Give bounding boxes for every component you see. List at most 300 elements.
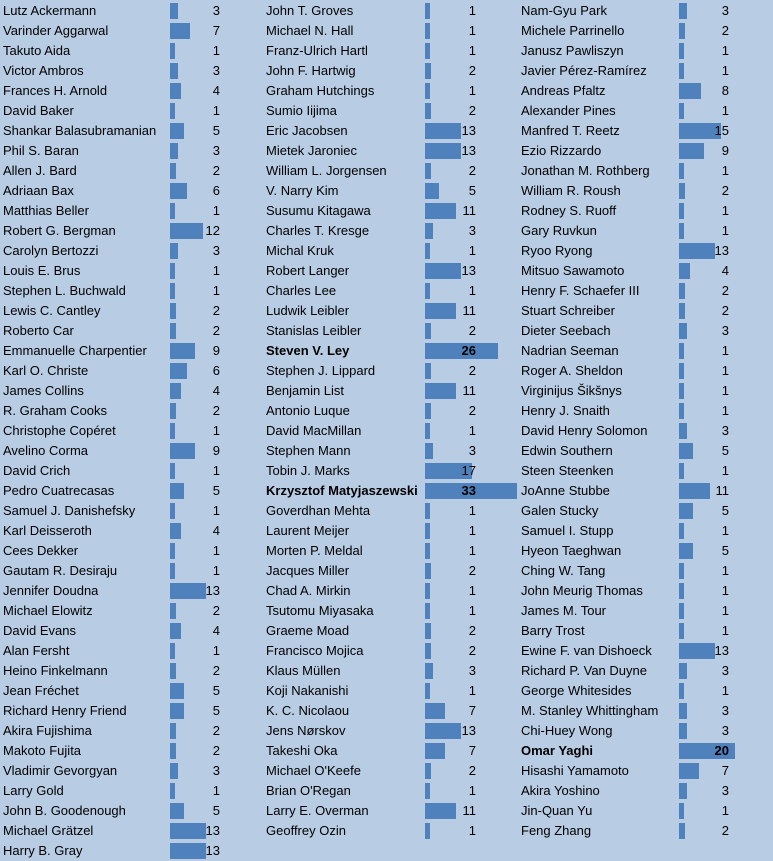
chart-row (518, 461, 773, 481)
data-label: 1 (721, 383, 729, 398)
category-label: Christophe Copéret (3, 423, 116, 438)
chart-row (0, 621, 280, 641)
chart-row (263, 321, 536, 341)
data-label: 1 (468, 583, 476, 598)
chart-row (0, 701, 280, 721)
chart-row (263, 401, 536, 421)
bar (679, 583, 684, 599)
bar (679, 223, 684, 239)
category-label: Roberto Car (3, 323, 74, 338)
category-label: Rodney S. Ruoff (521, 203, 617, 218)
data-label: 4 (721, 263, 729, 278)
category-label: Michael O'Keefe (266, 763, 361, 778)
bar (679, 463, 684, 479)
data-label: 5 (721, 503, 729, 518)
bar (170, 743, 176, 759)
category-label: Jacques Miller (266, 563, 350, 578)
data-label: 4 (212, 623, 220, 638)
category-label: Ryoo Ryong (521, 243, 593, 258)
bar (679, 523, 684, 539)
data-label: 1 (468, 783, 476, 798)
category-label: Larry Gold (3, 783, 64, 798)
category-label: Benjamin List (266, 383, 345, 398)
bar (425, 63, 431, 79)
chart-row (0, 741, 280, 761)
chart-row (0, 101, 280, 121)
category-label: Pedro Cuatrecasas (3, 483, 115, 498)
chart-row (518, 801, 773, 821)
data-label: 11 (715, 483, 729, 498)
data-label: 9 (212, 343, 220, 358)
data-label: 3 (721, 3, 729, 18)
chart-row (0, 801, 280, 821)
bar (170, 123, 184, 139)
bar (170, 563, 175, 579)
category-label: Lewis C. Cantley (3, 303, 101, 318)
category-label: Richard Henry Friend (3, 703, 127, 718)
chart-row (263, 221, 536, 241)
category-label: Virginijus Šikšnys (521, 383, 622, 398)
data-label: 1 (212, 423, 220, 438)
chart-row (0, 781, 280, 801)
chart-row (263, 141, 536, 161)
bar (679, 503, 693, 519)
category-label: Takeshi Oka (266, 743, 338, 758)
category-label: Jonathan M. Rothberg (521, 163, 650, 178)
bar (679, 723, 687, 739)
chart-row (263, 381, 536, 401)
chart-row (0, 601, 280, 621)
data-label: 1 (721, 603, 729, 618)
data-label: 13 (205, 823, 220, 838)
bar (170, 243, 178, 259)
data-label: 6 (212, 183, 220, 198)
category-label: R. Graham Cooks (3, 403, 108, 418)
data-label: 1 (212, 103, 220, 118)
data-label: 3 (468, 663, 476, 678)
category-label: James Collins (3, 383, 84, 398)
bar (425, 503, 430, 519)
category-label: David Evans (3, 623, 76, 638)
bar (170, 3, 178, 19)
data-label: 2 (212, 743, 220, 758)
bar (170, 803, 184, 819)
data-label: 13 (205, 843, 220, 858)
category-label: Henry F. Schaefer III (521, 283, 640, 298)
bar (679, 443, 693, 459)
chart-row (0, 761, 280, 781)
chart-row (0, 61, 280, 81)
bar (679, 43, 684, 59)
data-label: 1 (212, 563, 220, 578)
category-label: Krzysztof Matyjaszewski (266, 483, 418, 498)
chart-row (518, 481, 773, 501)
category-label: David Crich (3, 463, 71, 478)
category-label: Harry B. Gray (3, 843, 83, 858)
category-label: Charles Lee (266, 283, 337, 298)
category-label: Nam-Gyu Park (521, 3, 607, 18)
data-label: 1 (721, 583, 729, 598)
bar (170, 523, 181, 539)
data-label: 7 (721, 763, 729, 778)
data-label: 7 (468, 743, 476, 758)
chart-row (518, 401, 773, 421)
chart-row (263, 781, 536, 801)
chart-row (518, 641, 773, 661)
category-label: David Henry Solomon (521, 423, 648, 438)
data-label: 2 (721, 303, 729, 318)
category-label: Adriaan Bax (3, 183, 74, 198)
chart-row (263, 481, 536, 501)
chart-row (518, 561, 773, 581)
chart-row (0, 141, 280, 161)
bar (679, 3, 687, 19)
bar (170, 23, 190, 39)
category-label: Susumu Kitagawa (266, 203, 371, 218)
chart-row (0, 561, 280, 581)
chart-row (0, 681, 280, 701)
bar (170, 183, 187, 199)
data-label: 13 (714, 243, 729, 258)
bar (425, 623, 431, 639)
bar (170, 463, 175, 479)
category-label: Karl O. Christe (3, 363, 89, 378)
bar (679, 783, 687, 799)
category-label: Larry E. Overman (266, 803, 369, 818)
chart-row (518, 501, 773, 521)
chart-row (518, 661, 773, 681)
data-label: 1 (721, 523, 729, 538)
chart-row (0, 641, 280, 661)
chart-row (518, 581, 773, 601)
data-label: 2 (468, 63, 476, 78)
bar (425, 103, 431, 119)
data-label: 4 (212, 523, 220, 538)
bar (170, 323, 176, 339)
chart-row (0, 721, 280, 741)
category-label: Takuto Aida (3, 43, 71, 58)
data-label: 11 (462, 803, 476, 818)
category-label: Lutz Ackermann (3, 3, 97, 18)
bar (679, 543, 693, 559)
chart-row (0, 161, 280, 181)
data-label: 3 (212, 143, 220, 158)
chart-row (263, 501, 536, 521)
chart-row (263, 1, 536, 21)
chart-row (263, 701, 536, 721)
data-label: 3 (212, 763, 220, 778)
category-label: Varinder Aggarwal (3, 23, 109, 38)
category-label: Galen Stucky (521, 503, 599, 518)
chart-row (0, 401, 280, 421)
bar (425, 643, 431, 659)
bar (170, 103, 175, 119)
chart-row (263, 21, 536, 41)
chart-row (263, 541, 536, 561)
chart-row (518, 81, 773, 101)
category-label: Chi-Huey Wong (521, 723, 613, 738)
category-label: Ewine F. van Dishoeck (521, 643, 652, 658)
bar (425, 563, 431, 579)
category-label: Alexander Pines (521, 103, 616, 118)
category-label: Stephen Mann (266, 443, 351, 458)
data-label: 1 (212, 643, 220, 658)
data-label: 26 (461, 343, 476, 358)
chart-row (0, 21, 280, 41)
data-label: 1 (468, 523, 476, 538)
category-label: Robert G. Bergman (3, 223, 116, 238)
category-label: Michael N. Hall (266, 23, 354, 38)
category-label: Roger A. Sheldon (521, 363, 623, 378)
bar (425, 423, 430, 439)
bar (170, 643, 175, 659)
category-label: Samuel J. Danishefsky (3, 503, 136, 518)
data-label: 1 (468, 3, 476, 18)
chart-row (0, 201, 280, 221)
bar (425, 3, 430, 19)
data-label: 13 (461, 723, 476, 738)
chart-row (263, 101, 536, 121)
chart-row (518, 161, 773, 181)
data-label: 1 (721, 563, 729, 578)
category-label: Franz-Ulrich Hartl (266, 43, 368, 58)
chart-row (0, 361, 280, 381)
data-label: 1 (721, 103, 729, 118)
bar (679, 823, 685, 839)
category-label: Jean Fréchet (3, 683, 79, 698)
bar (679, 603, 684, 619)
category-label: David Baker (3, 103, 74, 118)
category-label: Ching W. Tang (521, 563, 606, 578)
category-label: Robert Langer (266, 263, 350, 278)
chart-row (263, 161, 536, 181)
bar (425, 763, 431, 779)
bar (425, 43, 430, 59)
data-label: 1 (721, 803, 729, 818)
bar (425, 403, 431, 419)
chart-row (0, 121, 280, 141)
category-label: Graeme Moad (266, 623, 350, 638)
bar (425, 323, 431, 339)
chart-row (263, 521, 536, 541)
category-label: Mitsuo Sawamoto (521, 263, 625, 278)
data-label: 1 (721, 163, 729, 178)
category-label: Emmanuelle Charpentier (3, 343, 147, 358)
bar (170, 163, 176, 179)
data-label: 1 (721, 623, 729, 638)
category-label: Barry Trost (521, 623, 585, 638)
bar (679, 563, 684, 579)
bar (170, 683, 184, 699)
data-label: 5 (212, 123, 220, 138)
category-label: Stephen J. Lippard (266, 363, 376, 378)
chart-row (518, 381, 773, 401)
bar (679, 23, 685, 39)
category-label: Ludwik Leibler (266, 303, 350, 318)
chart-row (0, 821, 280, 841)
data-label: 1 (468, 543, 476, 558)
chart-row (263, 241, 536, 261)
bar (679, 343, 684, 359)
bar (170, 83, 181, 99)
data-label: 1 (721, 363, 729, 378)
bar (679, 63, 684, 79)
chart-row (518, 1, 773, 21)
category-label: Shankar Balasubramanian (3, 123, 157, 138)
chart-row (263, 761, 536, 781)
category-label: Gary Ruvkun (521, 223, 597, 238)
data-label: 1 (721, 203, 729, 218)
chart-row (518, 341, 773, 361)
data-label: 2 (468, 403, 476, 418)
bar (425, 783, 430, 799)
data-label: 3 (212, 243, 220, 258)
bar (679, 623, 684, 639)
chart-row (263, 421, 536, 441)
bar (679, 803, 684, 819)
category-label: Allen J. Bard (3, 163, 77, 178)
data-label: 5 (721, 443, 729, 458)
bar (170, 283, 175, 299)
chart-row (263, 181, 536, 201)
chart-row (518, 441, 773, 461)
chart-row (518, 61, 773, 81)
category-label: Louis E. Brus (3, 263, 81, 278)
data-label: 2 (468, 323, 476, 338)
bar (425, 743, 445, 759)
category-label: Mietek Jaroniec (266, 143, 358, 158)
bar (679, 263, 690, 279)
chart-row (263, 261, 536, 281)
chart-row (263, 361, 536, 381)
chart-row (0, 261, 280, 281)
bar (170, 663, 176, 679)
category-label: Michal Kruk (266, 243, 334, 258)
category-label: Tsutomu Miyasaka (266, 603, 374, 618)
bar (170, 203, 175, 219)
chart-row (263, 561, 536, 581)
chart-row (263, 601, 536, 621)
category-label: John Meurig Thomas (521, 583, 643, 598)
data-label: 2 (468, 163, 476, 178)
bar (425, 703, 445, 719)
category-label: Phil S. Baran (3, 143, 79, 158)
data-label: 11 (462, 383, 476, 398)
data-label: 2 (212, 723, 220, 738)
data-label: 13 (714, 643, 729, 658)
bar (679, 663, 687, 679)
bar (170, 363, 187, 379)
bar (170, 783, 175, 799)
chart-row (518, 741, 773, 761)
chart-row (263, 201, 536, 221)
data-label: 5 (212, 803, 220, 818)
category-label: Steven V. Ley (266, 343, 350, 358)
chart-row (518, 221, 773, 241)
bar (679, 363, 684, 379)
bar (170, 143, 178, 159)
bar (425, 583, 430, 599)
chart-row (518, 321, 773, 341)
category-label: James M. Tour (521, 603, 607, 618)
category-label: George Whitesides (521, 683, 632, 698)
chart-row (518, 521, 773, 541)
bar (170, 383, 181, 399)
category-label: Goverdhan Mehta (266, 503, 371, 518)
category-label: Francisco Mojica (266, 643, 364, 658)
chart-row (263, 121, 536, 141)
bar (425, 823, 430, 839)
bar (679, 763, 699, 779)
bar (425, 223, 433, 239)
data-label: 4 (212, 383, 220, 398)
data-label: 12 (205, 223, 220, 238)
data-label: 3 (721, 723, 729, 738)
data-label: 1 (721, 223, 729, 238)
chart-row (518, 261, 773, 281)
data-label: 2 (468, 643, 476, 658)
data-label: 2 (212, 663, 220, 678)
data-label: 1 (468, 283, 476, 298)
chart-row (263, 621, 536, 641)
category-label: Michele Parrinello (521, 23, 625, 38)
bar (679, 703, 687, 719)
chart-row (518, 541, 773, 561)
chart-row (518, 121, 773, 141)
data-label: 20 (714, 743, 729, 758)
chart-row (518, 781, 773, 801)
data-label: 1 (212, 203, 220, 218)
data-label: 9 (721, 143, 729, 158)
chart-row (518, 281, 773, 301)
chart-row (263, 721, 536, 741)
data-label: 7 (212, 23, 220, 38)
category-label: Edwin Southern (521, 443, 613, 458)
chart-row (518, 421, 773, 441)
category-label: V. Narry Kim (266, 183, 339, 198)
bar (170, 603, 176, 619)
category-label: Graham Hutchings (266, 83, 375, 98)
data-label: 1 (212, 503, 220, 518)
data-label: 2 (212, 163, 220, 178)
chart-row (518, 201, 773, 221)
category-label: Brian O'Regan (266, 783, 351, 798)
data-label: 3 (212, 63, 220, 78)
data-label: 2 (721, 23, 729, 38)
bar (425, 523, 430, 539)
category-label: Manfred T. Reetz (521, 123, 620, 138)
category-label: Cees Dekker (3, 543, 79, 558)
category-label: Akira Fujishima (3, 723, 92, 738)
data-label: 3 (721, 663, 729, 678)
data-label: 4 (212, 83, 220, 98)
category-label: Jennifer Doudna (3, 583, 99, 598)
chart-row (0, 1, 280, 21)
chart-row (518, 761, 773, 781)
chart-row (0, 441, 280, 461)
data-label: 1 (721, 343, 729, 358)
chart-row (518, 21, 773, 41)
category-label: Dieter Seebach (521, 323, 611, 338)
chart-row (518, 141, 773, 161)
data-label: 6 (212, 363, 220, 378)
category-label: Eric Jacobsen (266, 123, 348, 138)
data-label: 1 (212, 263, 220, 278)
data-label: 13 (461, 143, 476, 158)
data-label: 7 (468, 703, 476, 718)
data-label: 2 (212, 403, 220, 418)
data-label: 13 (461, 123, 476, 138)
